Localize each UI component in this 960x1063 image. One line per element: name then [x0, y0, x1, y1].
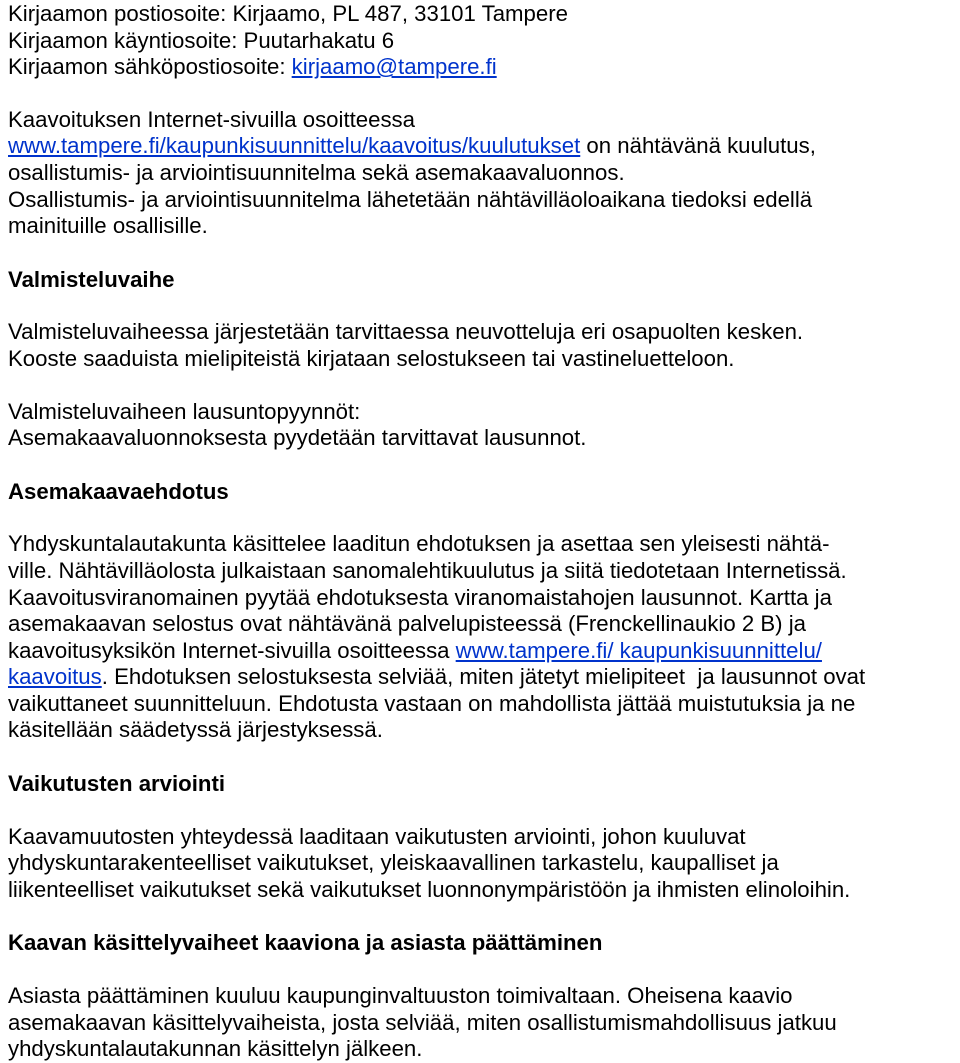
ehdotus-line-6-text: . Ehdotuksen selostuksesta selviää, miten jätetyt mielipiteet ja lausunnot ovat	[101, 664, 866, 690]
document-page	[8, 0, 954, 1063]
section-vaikutusten-arviointi	[8, 771, 954, 903]
ehdotus-line-6	[8, 664, 954, 691]
kaavoitus-link-part-1[interactable]: www.tampere.fi/ kaupunkisuunnittelu/	[455, 637, 822, 663]
ehdotus-line-1: Yhdyskuntalautakunta käsittelee laaditun ehdotuksen ja asettaa sen yleisesti nähtä-	[8, 531, 830, 557]
email-address-line	[8, 54, 954, 81]
visiting-address: Kirjaamon käyntiosoite: Puutarhakatu 6	[8, 27, 395, 53]
kaavio-line-3: yhdyskuntalautakunnan käsittelyn jälkeen.	[8, 1036, 423, 1062]
kaavio-line-1: Asiasta päättäminen kuuluu kaupunginvaltuuston toimivaltaan. Oheisena kaavio	[8, 983, 793, 1009]
arviointi-line-2: yhdyskuntarakenteelliset vaikutukset, yleiskaavallinen tarkastelu, kaupalliset ja	[8, 850, 779, 876]
valmisteluvaihe-line-1: Valmisteluvaiheessa järjestetään tarvittaessa neuvotteluja eri osapuolten kesken.	[8, 319, 804, 345]
intro-line-5: mainituille osallisille.	[8, 213, 208, 239]
kaavio-line-2: asemakaavan käsittelyvaiheista, josta selviää, miten osallistumismahdollisuus jatkuu	[8, 1009, 837, 1035]
intro-line-1: Kaavoituksen Internet-sivuilla osoitteessa	[8, 106, 415, 132]
section-asemakaavaehdotus	[8, 479, 954, 744]
heading-asemakaavaehdotus: Asemakaavaehdotus	[8, 478, 229, 504]
ehdotus-line-5-text: kaavoitusyksikön Internet-sivuilla osoitteessa	[8, 637, 456, 663]
valmisteluvaihe-line-4: Asemakaavaluonnoksesta pyydetään tarvittavat lausunnot.	[8, 425, 587, 451]
heading-valmisteluvaihe: Valmisteluvaihe	[8, 266, 175, 292]
address-block	[8, 0, 954, 81]
email-link[interactable]: kirjaamo@tampere.fi	[291, 54, 497, 80]
intro-line-2-text: on nähtävänä kuulutus,	[580, 133, 816, 159]
arviointi-line-3: liikenteelliset vaikutukset sekä vaikutukset luonnonympäristöön ja ihmisten elinoloihin.	[8, 876, 851, 902]
intro-block	[8, 107, 954, 240]
kaavoitus-link-part-2[interactable]: kaavoitus	[8, 664, 102, 690]
kuulutukset-link[interactable]: www.tampere.fi/kaupunkisuunnittelu/kaavoitus/kuulutukset	[8, 133, 581, 159]
valmisteluvaihe-line-2: Kooste saaduista mielipiteistä kirjataan selostukseen tai vastineluetteloon.	[8, 345, 735, 371]
arviointi-line-1: Kaavamuutosten yhteydessä laaditaan vaikutusten arviointi, johon kuuluvat	[8, 823, 746, 849]
heading-vaikutusten-arviointi: Vaikutusten arviointi	[8, 771, 225, 797]
postal-address: Kirjaamon postiosoite: Kirjaamo, PL 487, 33101 Tampere	[8, 1, 568, 26]
section-kasittelyvaiheet	[8, 930, 954, 1062]
ehdotus-line-7: vaikuttaneet suunnitteluun. Ehdotusta vastaan on mahdollista jättää muistutuksia ja ne	[8, 690, 856, 716]
heading-kasittelyvaiheet: Kaavan käsittelyvaiheet kaaviona ja asiasta päättäminen	[8, 930, 603, 956]
intro-line-4: Osallistumis- ja arviointisuunnitelma lähetetään nähtävilläoloaikana tiedoksi edellä	[8, 186, 813, 212]
intro-line-3: osallistumis- ja arviointisuunnitelma sekä asemakaavaluonnos.	[8, 159, 625, 185]
ehdotus-line-3: Kaavoitusviranomainen pyytää ehdotuksesta viranomaistahojen lausunnot. Kartta ja	[8, 584, 832, 610]
email-label: Kirjaamon sähköpostiosoite:	[8, 54, 292, 80]
ehdotus-line-2: ville. Nähtävilläolosta julkaistaan sanomalehtikuulutus ja siitä tiedotetaan Internetissä.	[8, 557, 847, 583]
ehdotus-line-4: asemakaavan selostus ovat nähtävänä palvelupisteessä (Frenckellinaukio 2 B) ja	[8, 611, 806, 637]
section-valmisteluvaihe	[8, 267, 954, 452]
ehdotus-line-5	[8, 638, 954, 665]
valmisteluvaihe-line-3: Valmisteluvaiheen lausuntopyynnöt:	[8, 398, 361, 424]
ehdotus-line-8: käsitellään säädetyssä järjestyksessä.	[8, 717, 383, 743]
intro-line-2	[8, 133, 954, 160]
